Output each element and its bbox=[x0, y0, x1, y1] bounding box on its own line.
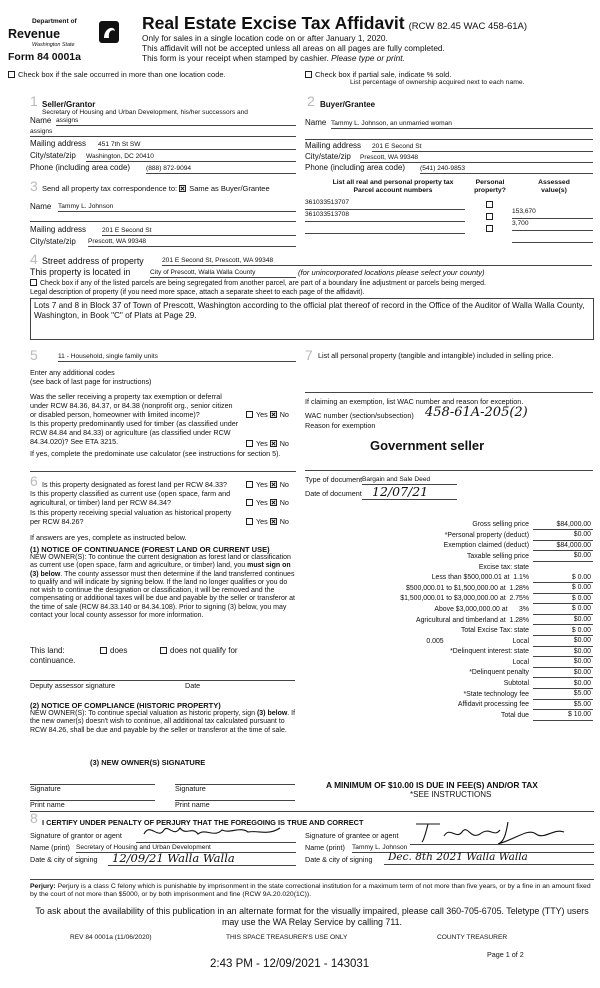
table-row bbox=[305, 710, 593, 721]
calc-label: Agricultural and timberland at 1.28% bbox=[416, 616, 529, 624]
exemption-question: Was the seller receiving a property tax exemption or deferral under RCW 84.36, 84.37, or 84.38 (nonprofit org., senior citizen or disabled person, homeowner with limited income)? bbox=[30, 392, 233, 419]
table-row bbox=[305, 583, 593, 594]
no-checkbox[interactable] bbox=[270, 518, 277, 525]
segregated-check[interactable]: Check box if any of the listed parcels are being segregated from another parcel, are part of a boundary line adjustment or parcels being merged. bbox=[30, 279, 595, 289]
timber-question: Is this property predominantly used for timber (as classified under RCW 84.84 and 84.33) or agriculture (as classified under RCW 84.34.020)? See ETA 3215. bbox=[30, 419, 239, 446]
see-instructions: *SEE INSTRUCTIONS bbox=[410, 790, 492, 799]
assessed-value: 3,700 bbox=[512, 220, 593, 231]
table-row bbox=[305, 604, 593, 615]
calc-label: Excise tax: state bbox=[478, 563, 529, 571]
notice-continuance-text: NEW OWNER(S): To continue the current designation as forest land or classification as current use (open space, farm and agriculture, or timber) land, you must sign on (3) below. The county assessor must then determine if the land transferred continues to qualify and will indicate by signing below. If the land no longer qualifies or you do not wish to continue the designation or classification, it will be removed and the compensating or additional taxes will be due and payable by the seller or transferor at the time of sale (RCW 84.33.140 or 84.34.108). Prior to signing (3) below, you may contact your local county assessor for more information. bbox=[30, 554, 295, 619]
buyer-phone: (541) 240-9853 bbox=[420, 165, 593, 174]
revenue-swoosh-icon bbox=[98, 20, 120, 44]
if-yes-note: If answers are yes, complete as instructed below. bbox=[30, 533, 187, 542]
treasurer-use: THIS SPACE TREASURER'S USE ONLY bbox=[226, 934, 348, 941]
calc-value: $ 0.00 bbox=[533, 593, 593, 604]
seller-phone: (888) 872-9094 bbox=[146, 165, 296, 174]
no-checkbox[interactable] bbox=[270, 499, 277, 506]
calc-label: Affidavit processing fee bbox=[457, 701, 529, 709]
deputy-date-label: Date bbox=[185, 681, 201, 690]
located-label: This property is located in bbox=[30, 267, 131, 277]
parcel-number: 361033513707 bbox=[305, 199, 465, 210]
form-instructions bbox=[142, 34, 445, 64]
buyer-mailing: 201 E Second St bbox=[372, 143, 593, 152]
continuance-label: continuance. bbox=[30, 656, 76, 665]
calc-label: Less than $500,000.01 at 1.1% bbox=[431, 574, 529, 582]
located-note: (for unincorporated locations please select your county) bbox=[298, 268, 485, 277]
calc-value: $84,000.00 bbox=[533, 540, 593, 551]
calc-value bbox=[533, 561, 593, 572]
table-row bbox=[305, 593, 593, 604]
table-row bbox=[305, 699, 593, 710]
buyer-city-label: City/state/zip bbox=[305, 152, 351, 161]
seller-mailing: 451 7th St SW bbox=[98, 141, 296, 150]
buyer-heading: Buyer/Grantee bbox=[320, 100, 376, 109]
calc-label: Total Excise Tax: state bbox=[460, 627, 529, 635]
wac-label: WAC number (section/subsection) bbox=[305, 411, 414, 420]
calc-label: *Delinquent penalty bbox=[469, 669, 529, 677]
rev-number: REV 84 0001a (11/06/2020) bbox=[70, 934, 152, 941]
signature-label: Signature bbox=[30, 784, 61, 793]
calc-label: Subtotal bbox=[503, 680, 529, 688]
notice-compliance-text: NEW OWNER(S): To continue special valuation as historic property, sign (3) below. If the new owner(s) doesn't wish to continue, all additional tax calculated pursuant to RCW 84.26, shall be due and payable by the seller or transferor at the time of sale. bbox=[30, 710, 296, 734]
table-row bbox=[305, 689, 593, 700]
doc-date-label: Date of document bbox=[305, 489, 362, 498]
calc-value: $0.00 bbox=[533, 657, 593, 668]
minimum-due: A MINIMUM OF $10.00 IS DUE IN FEE(S) AND/OR TAX bbox=[326, 780, 538, 790]
table-row bbox=[305, 678, 593, 689]
located-in: City of Prescott, Walla Walla County bbox=[150, 269, 296, 278]
table-row bbox=[305, 614, 593, 625]
seller-mailing-label: Mailing address bbox=[30, 139, 87, 148]
grantee-date-label: Date & city of signing bbox=[305, 855, 373, 864]
partial-sale-check[interactable]: Check box if partial sale, indicate % sold. List percentage of ownership acquired next to each name. bbox=[305, 70, 595, 87]
table-row bbox=[305, 625, 593, 636]
reason-label: Reason for exemption bbox=[305, 421, 376, 430]
exemption-answer: Yes No bbox=[246, 411, 289, 420]
checkbox[interactable] bbox=[30, 279, 37, 286]
page-number: Page 1 of 2 bbox=[487, 950, 524, 959]
checkbox[interactable] bbox=[100, 647, 107, 654]
section-1-number: 1 bbox=[30, 93, 38, 109]
seller-name-cont: assigns bbox=[30, 128, 296, 137]
parcel-table bbox=[305, 199, 593, 235]
does-not-check[interactable]: does not qualify for bbox=[160, 646, 238, 656]
calc-value: $0.00 bbox=[533, 614, 593, 625]
land-qualify: This land: bbox=[30, 646, 65, 655]
street-label: Street address of property bbox=[42, 256, 144, 266]
no-checkbox[interactable] bbox=[270, 440, 277, 447]
current-use-answer: Yes No bbox=[246, 499, 289, 508]
historic-question: Is this property receiving special valuation as historical property per RCW 84.26? bbox=[30, 508, 232, 526]
seller-city-label: City/state/zip bbox=[30, 151, 76, 160]
grantor-date-city: 12/09/21 Walla Walla bbox=[108, 851, 296, 866]
personal-property-checkbox[interactable] bbox=[486, 213, 493, 220]
current-use-question: Is this property classified as current use (open space, farm and agricultural, or timber) land per RCW 84.34? bbox=[30, 489, 231, 507]
calc-label: *Delinquent interest: state bbox=[450, 648, 529, 656]
seller-phone-label: Phone (including area code) bbox=[30, 163, 131, 172]
parcel-number bbox=[305, 223, 465, 234]
grantor-signature bbox=[140, 820, 290, 844]
county-treasurer: COUNTY TREASURER bbox=[437, 934, 508, 941]
yes-checkbox[interactable] bbox=[246, 411, 253, 418]
doc-type: Bargain and Sale Deed bbox=[362, 476, 457, 485]
table-row bbox=[305, 646, 593, 657]
yes-checkbox[interactable] bbox=[246, 481, 253, 488]
calc-label: Local bbox=[512, 658, 529, 666]
checkbox[interactable] bbox=[160, 647, 167, 654]
multi-location-check[interactable]: Check box if the sale occurred in more than one location code. bbox=[8, 70, 226, 79]
form-rcw: (RCW 82.45 WAC 458-61A) bbox=[408, 21, 528, 32]
no-checkbox[interactable] bbox=[270, 411, 277, 418]
personal-property-label: List all personal property (tangible and intangible) included in selling price. bbox=[318, 351, 554, 360]
calc-value: $ 0.00 bbox=[533, 583, 593, 594]
calc-label: *State technology fee bbox=[463, 690, 529, 698]
timber-answer: Yes No bbox=[246, 440, 289, 449]
seller-city: Washington, DC 20410 bbox=[86, 153, 296, 162]
corr-name-cont bbox=[30, 214, 296, 222]
seller-heading: Seller/Grantor bbox=[42, 100, 96, 109]
grantee-print: Tammy L. Johnson bbox=[352, 844, 594, 853]
table-row bbox=[305, 572, 593, 583]
form-title: Real Estate Excise Tax Affidavit (RCW 82.45 WAC 458-61A) bbox=[142, 13, 528, 33]
table-row bbox=[305, 519, 593, 530]
calc-value: $0.00 bbox=[533, 667, 593, 678]
calc-value: $5.00 bbox=[533, 699, 593, 710]
buyer-phone-label: Phone (including area code) bbox=[305, 163, 406, 172]
alt-format-notice: To ask about the availability of this publication in an alternate format for the visually impaired, please call 360-705-6705. Teletype (TTY) users may use the WA Relay Service by calling 711. bbox=[35, 906, 589, 928]
grantor-print-label: Name (print) bbox=[30, 843, 70, 852]
checkbox[interactable] bbox=[8, 71, 15, 78]
calc-value: $ 0.00 bbox=[533, 572, 593, 583]
assessed-header: Assessed value(s) bbox=[538, 179, 570, 195]
personal-property-checkbox[interactable] bbox=[486, 225, 493, 232]
same-as-buyer-checkbox[interactable] bbox=[179, 185, 186, 192]
parcel-header: List all real and personal property tax Parcel account numbers bbox=[332, 179, 454, 195]
grantor-date-label: Date & city of signing bbox=[30, 855, 98, 864]
table-row bbox=[305, 636, 593, 647]
calc-label: *Personal property (deduct) bbox=[444, 531, 529, 539]
wac-number: 458-61A-205(2) bbox=[425, 405, 528, 420]
buyer-name-label: Name bbox=[305, 118, 327, 127]
calc-label: Exemption claimed (deduct) bbox=[443, 542, 529, 550]
calc-label: Taxable selling price bbox=[466, 552, 529, 560]
signature-label: Signature bbox=[175, 784, 206, 793]
corr-city: Prescott, WA 99348 bbox=[88, 238, 296, 247]
forest-question: Is this property designated as forest land per RCW 84.33? bbox=[42, 480, 227, 489]
section-8-number: 8 bbox=[30, 810, 38, 826]
calc-label: Gross selling price bbox=[472, 521, 529, 529]
section-7-number: 7 bbox=[305, 347, 313, 363]
instruction-2: This affidavit will not be accepted unless all areas on all pages are fully completed. bbox=[142, 42, 445, 53]
corr-name: Tammy L. Johnson bbox=[58, 203, 296, 212]
calc-label: Above $3,000,000.00 at 3% bbox=[434, 605, 529, 613]
logo-dept: Department of bbox=[32, 18, 77, 25]
corr-name-label: Name bbox=[30, 202, 52, 211]
predominate-use-note: If yes, complete the predominate use calculator (see instructions for section 5). bbox=[30, 449, 281, 458]
section-5-number: 5 bbox=[30, 347, 38, 363]
instruction-1: Only for sales in a single location code on or after January 1, 2020. bbox=[142, 33, 388, 43]
legal-label: Legal description of property (if you need more space, attach a separate sheet to each page of the affidavit). bbox=[30, 289, 365, 296]
notice-continuance-title: (1) NOTICE OF CONTINUANCE (FOREST LAND OR CURRENT USE) bbox=[30, 545, 270, 554]
parcel-number: 361033513708 bbox=[305, 211, 465, 222]
print-name-label: Print name bbox=[175, 800, 210, 809]
buyer-name-cont bbox=[305, 130, 593, 140]
calc-value: $0.00 bbox=[533, 530, 593, 541]
section-4-number: 4 bbox=[30, 251, 38, 267]
checkbox[interactable] bbox=[305, 71, 312, 78]
buyer-city: Prescott, WA 99348 bbox=[360, 154, 593, 163]
instruction-3: This form is your receipt when stamped by cashier. Please type or print. bbox=[142, 52, 405, 63]
divider bbox=[305, 392, 593, 393]
perjury-notice: Perjury: Perjury is a class C felony which is punishable by imprisonment in the state correctional institution for a maximum term of not more than five years, or by a fine in an amount fixed by the court of not more than $5000, or by both imprisonment and fine (RCW 9A.20.020(1C)). bbox=[30, 883, 591, 899]
new-owner-signature-title: (3) NEW OWNER(S) SIGNATURE bbox=[90, 758, 206, 767]
logo-state: Washington State bbox=[32, 42, 75, 48]
calc-label: 0.005 Local bbox=[426, 637, 529, 645]
table-row bbox=[305, 530, 593, 541]
yes-checkbox[interactable] bbox=[246, 499, 253, 506]
yes-checkbox[interactable] bbox=[246, 518, 253, 525]
seller-name-line1: Secretary of Housing and Urban Development, his/her successors and bbox=[42, 109, 248, 116]
divider bbox=[30, 811, 594, 812]
seller-name-label: Name bbox=[30, 116, 52, 125]
form-number: Form 84 0001a bbox=[8, 51, 81, 63]
seller-name: assigns bbox=[56, 117, 296, 126]
extra-codes: Enter any additional codes (see back of last page for instructions) bbox=[30, 368, 152, 386]
grantee-print-label: Name (print) bbox=[305, 843, 345, 852]
does-check[interactable]: does bbox=[100, 646, 127, 656]
calc-label: $500,000.01 to $1,500,000.00 at 1.28% bbox=[406, 584, 529, 592]
notice-compliance-title: (2) NOTICE OF COMPLIANCE (HISTORIC PROPERTY) bbox=[30, 701, 221, 710]
table-row bbox=[305, 561, 593, 572]
assessed-value: 153,670 bbox=[512, 208, 593, 219]
exempt-label: If claiming an exemption, list WAC number and reason for exception. bbox=[305, 397, 524, 406]
calc-value: $0.00 bbox=[533, 646, 593, 657]
section-6-number: 6 bbox=[30, 473, 38, 489]
section-3-number: 3 bbox=[30, 178, 38, 194]
table-row bbox=[305, 223, 593, 235]
print-name-label: Print name bbox=[30, 800, 65, 809]
logo-revenue: Revenue bbox=[8, 27, 61, 41]
table-row bbox=[305, 211, 593, 227]
calc-value: $0.00 bbox=[533, 636, 593, 647]
historic-answer: Yes No bbox=[246, 518, 289, 527]
divider bbox=[30, 471, 296, 472]
corr-mailing: 201 E Second St bbox=[102, 227, 296, 236]
table-row bbox=[305, 540, 593, 551]
grantor-print: Secretary of Housing and Urban Development bbox=[76, 844, 296, 853]
corr-mailing-label: Mailing address bbox=[30, 225, 87, 234]
yes-checkbox[interactable] bbox=[246, 440, 253, 447]
doc-type-label: Type of document bbox=[305, 475, 363, 484]
forest-answer: Yes No bbox=[246, 481, 289, 490]
certify-text: I CERTIFY UNDER PENALTY OF PERJURY THAT THE FOREGOING IS TRUE AND CORRECT bbox=[42, 818, 364, 827]
grantee-sig-label: Signature of grantee or agent bbox=[305, 831, 399, 840]
deputy-signature-label: Deputy assessor signature bbox=[30, 681, 116, 690]
recording-stamp: 2:43 PM - 12/09/2021 - 143031 bbox=[210, 958, 370, 970]
sig-line bbox=[136, 842, 296, 843]
personal-header: Personal property? bbox=[474, 179, 506, 195]
personal-property-checkbox[interactable] bbox=[486, 201, 493, 208]
calc-value: $ 0.00 bbox=[533, 625, 593, 636]
legal-description: Lots 7 and 8 in Block 37 of Town of Prescott, Washington according to the official plat thereof of record in the Office of the Auditor of Walla Walla County, Washington, in Book "C" of Plats at Page 29. bbox=[30, 298, 594, 340]
land-use-code: 11 - Household, single family units bbox=[58, 353, 296, 362]
calc-label: Total due bbox=[501, 711, 529, 719]
assessed-value bbox=[512, 232, 593, 243]
street-address: 201 E Second St, Prescott, WA 99348 bbox=[162, 257, 592, 266]
calc-label: $1,500,000.01 to $3,000,000.00 at 2.75% bbox=[400, 595, 529, 603]
buyer-name: Tammy L. Johnson, an unmarried woman bbox=[331, 120, 593, 129]
tax-calculation bbox=[305, 519, 593, 721]
correspondence-line: Send all property tax correspondence to: Same as Buyer/Grantee bbox=[42, 184, 270, 193]
no-checkbox[interactable] bbox=[270, 481, 277, 488]
exemption-reason: Government seller bbox=[370, 438, 485, 453]
divider bbox=[30, 879, 594, 880]
table-row bbox=[305, 551, 593, 562]
table-row bbox=[305, 657, 593, 668]
table-row bbox=[305, 667, 593, 678]
divider bbox=[305, 470, 593, 471]
calc-value: $84,000.00 bbox=[533, 519, 593, 530]
calc-value: $5.00 bbox=[533, 689, 593, 700]
calc-value: $0.00 bbox=[533, 678, 593, 689]
grantee-signature bbox=[410, 818, 570, 846]
calc-value: $0.00 bbox=[533, 551, 593, 562]
calc-value: $ 10.00 bbox=[533, 710, 593, 721]
section-2-number: 2 bbox=[307, 93, 315, 109]
doc-date: 12/07/21 bbox=[362, 484, 457, 500]
buyer-mailing-label: Mailing address bbox=[305, 141, 362, 150]
grantor-sig-label: Signature of grantor or agent bbox=[30, 831, 122, 840]
grantee-date-city: Dec. 8th 2021 Walla Walla bbox=[384, 851, 594, 865]
calc-value: $ 0.00 bbox=[533, 604, 593, 615]
corr-city-label: City/state/zip bbox=[30, 237, 76, 246]
